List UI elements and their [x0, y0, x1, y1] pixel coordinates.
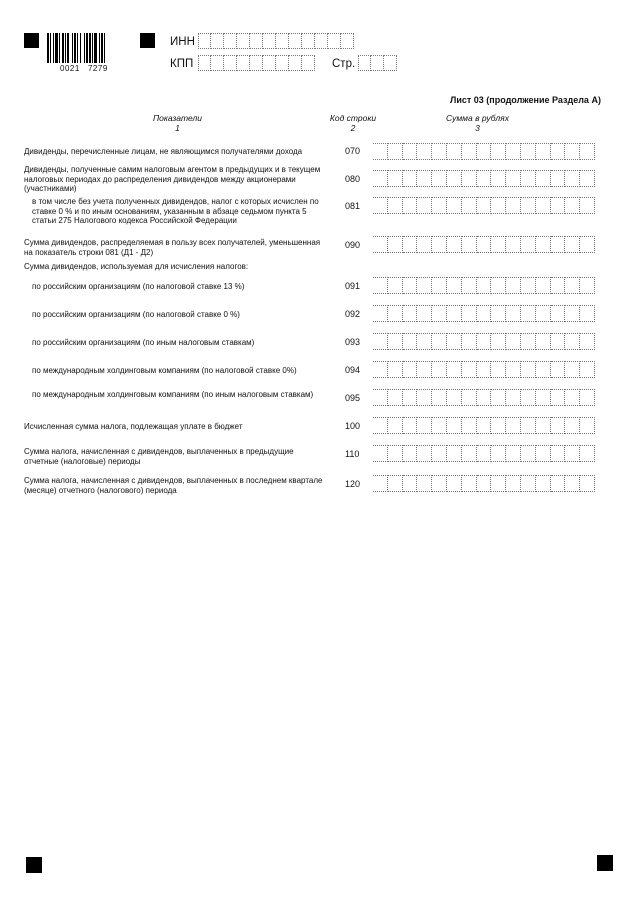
char-cell[interactable]	[371, 55, 384, 71]
char-cell[interactable]	[432, 143, 447, 160]
amount-field-100[interactable]	[373, 417, 595, 434]
char-cell[interactable]	[491, 305, 506, 322]
char-cell[interactable]	[521, 445, 536, 462]
char-cell[interactable]	[388, 236, 403, 253]
amount-field-120[interactable]	[373, 475, 595, 492]
amount-field-090[interactable]	[373, 236, 595, 253]
row-label-subheading: Сумма дивидендов, используемая для исчисления налогов:	[24, 262, 249, 271]
row-code: 080	[345, 174, 361, 184]
amount-field-070[interactable]	[373, 143, 595, 160]
char-cell[interactable]	[198, 55, 211, 71]
char-cell[interactable]	[580, 197, 595, 214]
char-cell[interactable]	[358, 55, 371, 71]
char-cell[interactable]	[447, 445, 462, 462]
char-cell[interactable]	[491, 236, 506, 253]
char-cell[interactable]	[536, 170, 551, 187]
char-cell[interactable]	[373, 475, 388, 492]
char-cell[interactable]	[477, 361, 492, 378]
char-cell[interactable]	[417, 475, 432, 492]
char-cell[interactable]	[506, 236, 521, 253]
char-cell[interactable]	[373, 143, 388, 160]
sheet-title: Лист 03 (продолжение Раздела А)	[450, 95, 601, 105]
corner-marker-bottom-left	[26, 857, 42, 873]
char-cell[interactable]	[580, 143, 595, 160]
char-cell[interactable]	[432, 361, 447, 378]
char-cell[interactable]	[491, 475, 506, 492]
kpp-label: КПП	[170, 58, 194, 70]
char-cell[interactable]	[565, 361, 580, 378]
amount-field-092[interactable]	[373, 305, 595, 322]
char-cell[interactable]	[536, 197, 551, 214]
page-label: Стр.	[332, 58, 356, 70]
char-cell[interactable]	[506, 361, 521, 378]
char-cell[interactable]	[417, 277, 432, 294]
row-code: 090	[345, 240, 361, 250]
row-code: 092	[345, 309, 361, 319]
char-cell[interactable]	[328, 33, 341, 49]
char-cell[interactable]	[551, 361, 566, 378]
char-cell[interactable]	[403, 475, 418, 492]
char-cell[interactable]	[403, 170, 418, 187]
char-cell[interactable]	[521, 143, 536, 160]
char-cell[interactable]	[462, 143, 477, 160]
char-cell[interactable]	[432, 170, 447, 187]
char-cell[interactable]	[417, 417, 432, 434]
char-cell[interactable]	[580, 417, 595, 434]
char-cell[interactable]	[403, 197, 418, 214]
row-code: 110	[345, 449, 360, 459]
char-cell[interactable]	[491, 333, 506, 350]
char-cell[interactable]	[263, 55, 276, 71]
char-cell[interactable]	[373, 333, 388, 350]
char-cell[interactable]	[551, 389, 566, 406]
char-cell[interactable]	[565, 143, 580, 160]
char-cell[interactable]	[506, 197, 521, 214]
char-cell[interactable]	[565, 333, 580, 350]
row-label: в том числе без учета полученных дивидендов, налог с которых исчислен по ставке 0 % и по иным основаниям, указанным в абзаце седьмом пункта 5 статьи 275 Налогового кодекса Российской Федерации	[32, 197, 319, 225]
char-cell[interactable]	[432, 389, 447, 406]
char-cell[interactable]	[289, 33, 302, 49]
row-label: Исчисленная сумма налога, подлежащая уплате в бюджет	[24, 422, 243, 431]
amount-field-091[interactable]	[373, 277, 595, 294]
row-label: по международным холдинговым компаниям (по налоговой ставке 0%)	[32, 366, 297, 375]
barcode-number: 0021 7279	[60, 64, 108, 73]
char-cell[interactable]	[477, 333, 492, 350]
char-cell[interactable]	[565, 197, 580, 214]
char-cell[interactable]	[565, 445, 580, 462]
char-cell[interactable]	[521, 305, 536, 322]
char-cell[interactable]	[565, 305, 580, 322]
row-code: 100	[345, 421, 361, 431]
char-cell[interactable]	[388, 305, 403, 322]
char-cell[interactable]	[462, 475, 477, 492]
char-cell[interactable]	[580, 361, 595, 378]
char-cell[interactable]	[506, 389, 521, 406]
char-cell[interactable]	[432, 305, 447, 322]
row-code: 081	[345, 201, 361, 211]
char-cell[interactable]	[211, 33, 224, 49]
char-cell[interactable]	[565, 475, 580, 492]
char-cell[interactable]	[373, 445, 388, 462]
char-cell[interactable]	[388, 445, 403, 462]
char-cell[interactable]	[417, 445, 432, 462]
char-cell[interactable]	[551, 333, 566, 350]
char-cell[interactable]	[491, 197, 506, 214]
char-cell[interactable]	[432, 445, 447, 462]
row-label: Дивиденды, перечисленные лицам, не являющимся получателями дохода	[24, 147, 303, 156]
char-cell[interactable]	[521, 389, 536, 406]
char-cell[interactable]	[462, 197, 477, 214]
char-cell[interactable]	[462, 389, 477, 406]
char-cell[interactable]	[565, 389, 580, 406]
corner-marker-top-left	[24, 33, 39, 48]
char-cell[interactable]	[551, 475, 566, 492]
row-code: 095	[345, 393, 361, 403]
char-cell[interactable]	[388, 170, 403, 187]
char-cell[interactable]	[388, 143, 403, 160]
char-cell[interactable]	[417, 236, 432, 253]
char-cell[interactable]	[417, 143, 432, 160]
char-cell[interactable]	[417, 305, 432, 322]
char-cell[interactable]	[447, 475, 462, 492]
row-label: по российским организациям (по иным налоговым ставкам)	[32, 338, 255, 347]
column-header-indicators-name: Показатели	[152, 113, 203, 123]
column-header-amount	[430, 113, 525, 133]
column-header-indicators	[120, 113, 235, 133]
char-cell[interactable]	[580, 475, 595, 492]
char-cell[interactable]	[417, 333, 432, 350]
char-cell[interactable]	[432, 333, 447, 350]
char-cell[interactable]	[373, 197, 388, 214]
char-cell[interactable]	[506, 333, 521, 350]
char-cell[interactable]	[551, 170, 566, 187]
char-cell[interactable]	[447, 170, 462, 187]
char-cell[interactable]	[462, 305, 477, 322]
char-cell[interactable]	[521, 333, 536, 350]
amount-field-093[interactable]	[373, 333, 595, 350]
char-cell[interactable]	[403, 333, 418, 350]
char-cell[interactable]	[417, 197, 432, 214]
char-cell[interactable]	[580, 445, 595, 462]
char-cell[interactable]	[447, 277, 462, 294]
char-cell[interactable]	[417, 389, 432, 406]
char-cell[interactable]	[462, 236, 477, 253]
char-cell[interactable]	[447, 417, 462, 434]
char-cell[interactable]	[211, 55, 224, 71]
column-header-code-name: Код строки	[329, 113, 377, 123]
row-label: Сумма дивидендов, распределяемая в пользу всех получателей, уменьшенная на показатель строки 081 (Д1 - Д2)	[24, 238, 321, 257]
char-cell[interactable]	[477, 445, 492, 462]
char-cell[interactable]	[447, 305, 462, 322]
char-cell[interactable]	[373, 361, 388, 378]
char-cell[interactable]	[373, 277, 388, 294]
char-cell[interactable]	[388, 197, 403, 214]
amount-field-110[interactable]	[373, 445, 595, 462]
char-cell[interactable]	[462, 445, 477, 462]
kpp-field[interactable]	[198, 55, 315, 71]
char-cell[interactable]	[388, 277, 403, 294]
char-cell[interactable]	[462, 333, 477, 350]
char-cell[interactable]	[477, 389, 492, 406]
char-cell[interactable]	[263, 33, 276, 49]
row-label: по международным холдинговым компаниям (по иным налоговым ставкам)	[32, 390, 314, 399]
char-cell[interactable]	[302, 33, 315, 49]
char-cell[interactable]	[403, 143, 418, 160]
corner-marker-top-right	[140, 33, 155, 48]
amount-field-081[interactable]	[373, 197, 595, 214]
column-header-indicators-num: 1	[175, 123, 180, 133]
char-cell[interactable]	[403, 417, 418, 434]
barcode	[47, 33, 127, 67]
char-cell[interactable]	[403, 277, 418, 294]
char-cell[interactable]	[403, 236, 418, 253]
char-cell[interactable]	[224, 33, 237, 49]
char-cell[interactable]	[551, 236, 566, 253]
char-cell[interactable]	[462, 277, 477, 294]
column-header-code-num: 2	[350, 123, 356, 133]
char-cell[interactable]	[477, 475, 492, 492]
char-cell[interactable]	[551, 445, 566, 462]
row-code: 120	[345, 479, 361, 489]
char-cell[interactable]	[315, 33, 328, 49]
char-cell[interactable]	[432, 417, 447, 434]
char-cell[interactable]	[521, 197, 536, 214]
char-cell[interactable]	[506, 143, 521, 160]
char-cell[interactable]	[477, 305, 492, 322]
char-cell[interactable]	[250, 55, 263, 71]
char-cell[interactable]	[447, 389, 462, 406]
char-cell[interactable]	[403, 445, 418, 462]
char-cell[interactable]	[491, 170, 506, 187]
char-cell[interactable]	[506, 445, 521, 462]
char-cell[interactable]	[373, 236, 388, 253]
char-cell[interactable]	[506, 417, 521, 434]
char-cell[interactable]	[373, 389, 388, 406]
char-cell[interactable]	[536, 143, 551, 160]
char-cell[interactable]	[388, 389, 403, 406]
char-cell[interactable]	[551, 417, 566, 434]
char-cell[interactable]	[224, 55, 237, 71]
char-cell[interactable]	[417, 361, 432, 378]
char-cell[interactable]	[237, 33, 250, 49]
char-cell[interactable]	[388, 475, 403, 492]
row-code: 094	[345, 365, 361, 375]
char-cell[interactable]	[580, 305, 595, 322]
row-label: Сумма налога, начисленная с дивидендов, выплаченных в последнем квартале (месяце) отчетного (налогового) периода	[24, 476, 323, 495]
page-number-field[interactable]	[358, 55, 397, 71]
char-cell[interactable]	[250, 33, 263, 49]
char-cell[interactable]	[302, 55, 315, 71]
char-cell[interactable]	[491, 143, 506, 160]
char-cell[interactable]	[521, 361, 536, 378]
char-cell[interactable]	[198, 33, 211, 49]
amount-field-094[interactable]	[373, 361, 595, 378]
char-cell[interactable]	[276, 33, 289, 49]
row-label: Дивиденды, полученные самим налоговым агентом в предыдущих и в текущем налоговых периодах до распределения дивидендов между акционерами (участниками)	[24, 165, 321, 193]
row-code: 091	[345, 281, 361, 291]
char-cell[interactable]	[447, 197, 462, 214]
char-cell[interactable]	[477, 417, 492, 434]
char-cell[interactable]	[536, 333, 551, 350]
char-cell[interactable]	[432, 277, 447, 294]
char-cell[interactable]	[491, 417, 506, 434]
row-code: 093	[345, 337, 361, 347]
char-cell[interactable]	[432, 197, 447, 214]
row-label: по российским организациям (по налоговой ставке 0 %)	[32, 310, 240, 319]
char-cell[interactable]	[403, 305, 418, 322]
char-cell[interactable]	[388, 417, 403, 434]
char-cell[interactable]	[551, 143, 566, 160]
char-cell[interactable]	[521, 277, 536, 294]
char-cell[interactable]	[491, 361, 506, 378]
char-cell[interactable]	[506, 170, 521, 187]
char-cell[interactable]	[403, 389, 418, 406]
char-cell[interactable]	[477, 197, 492, 214]
char-cell[interactable]	[477, 277, 492, 294]
amount-field-080[interactable]	[373, 170, 595, 187]
char-cell[interactable]	[462, 170, 477, 187]
row-label: по российским организациям (по налоговой ставке 13 %)	[32, 282, 245, 291]
char-cell[interactable]	[565, 236, 580, 253]
char-cell[interactable]	[536, 445, 551, 462]
char-cell[interactable]	[536, 277, 551, 294]
amount-field-095[interactable]	[373, 389, 595, 406]
char-cell[interactable]	[373, 417, 388, 434]
char-cell[interactable]	[565, 277, 580, 294]
char-cell[interactable]	[506, 475, 521, 492]
char-cell[interactable]	[536, 389, 551, 406]
char-cell[interactable]	[403, 361, 418, 378]
char-cell[interactable]	[521, 170, 536, 187]
column-header-amount-num: 3	[475, 123, 480, 133]
corner-marker-bottom-right	[597, 855, 613, 871]
row-code: 070	[345, 146, 361, 156]
inn-label: ИНН	[170, 36, 195, 48]
char-cell[interactable]	[551, 197, 566, 214]
char-cell[interactable]	[491, 389, 506, 406]
char-cell[interactable]	[447, 236, 462, 253]
char-cell[interactable]	[462, 417, 477, 434]
char-cell[interactable]	[551, 277, 566, 294]
char-cell[interactable]	[432, 475, 447, 492]
char-cell[interactable]	[417, 170, 432, 187]
inn-field[interactable]	[198, 33, 354, 49]
char-cell[interactable]	[373, 170, 388, 187]
char-cell[interactable]	[384, 55, 397, 71]
char-cell[interactable]	[477, 236, 492, 253]
char-cell[interactable]	[289, 55, 302, 71]
char-cell[interactable]	[432, 236, 447, 253]
char-cell[interactable]	[388, 333, 403, 350]
char-cell[interactable]	[580, 277, 595, 294]
column-header-amount-name: Сумма в рублях	[446, 113, 509, 123]
char-cell[interactable]	[580, 170, 595, 187]
char-cell[interactable]	[462, 361, 477, 378]
char-cell[interactable]	[373, 305, 388, 322]
char-cell[interactable]	[506, 277, 521, 294]
char-cell[interactable]	[536, 236, 551, 253]
char-cell[interactable]	[536, 417, 551, 434]
column-header-code	[318, 113, 388, 133]
char-cell[interactable]	[447, 333, 462, 350]
char-cell[interactable]	[276, 55, 289, 71]
row-label: Сумма налога, начисленная с дивидендов, выплаченных в предыдущие отчетные (налоговые) периоды	[24, 447, 294, 466]
char-cell[interactable]	[521, 236, 536, 253]
char-cell[interactable]	[341, 33, 354, 49]
char-cell[interactable]	[536, 475, 551, 492]
char-cell[interactable]	[477, 170, 492, 187]
char-cell[interactable]	[506, 305, 521, 322]
char-cell[interactable]	[447, 361, 462, 378]
char-cell[interactable]	[477, 143, 492, 160]
char-cell[interactable]	[388, 361, 403, 378]
char-cell[interactable]	[447, 143, 462, 160]
char-cell[interactable]	[521, 417, 536, 434]
char-cell[interactable]	[237, 55, 250, 71]
char-cell[interactable]	[491, 277, 506, 294]
char-cell[interactable]	[580, 333, 595, 350]
char-cell[interactable]	[565, 417, 580, 434]
char-cell[interactable]	[580, 389, 595, 406]
char-cell[interactable]	[491, 445, 506, 462]
char-cell[interactable]	[521, 475, 536, 492]
char-cell[interactable]	[536, 305, 551, 322]
char-cell[interactable]	[551, 305, 566, 322]
char-cell[interactable]	[536, 361, 551, 378]
char-cell[interactable]	[580, 236, 595, 253]
char-cell[interactable]	[565, 170, 580, 187]
